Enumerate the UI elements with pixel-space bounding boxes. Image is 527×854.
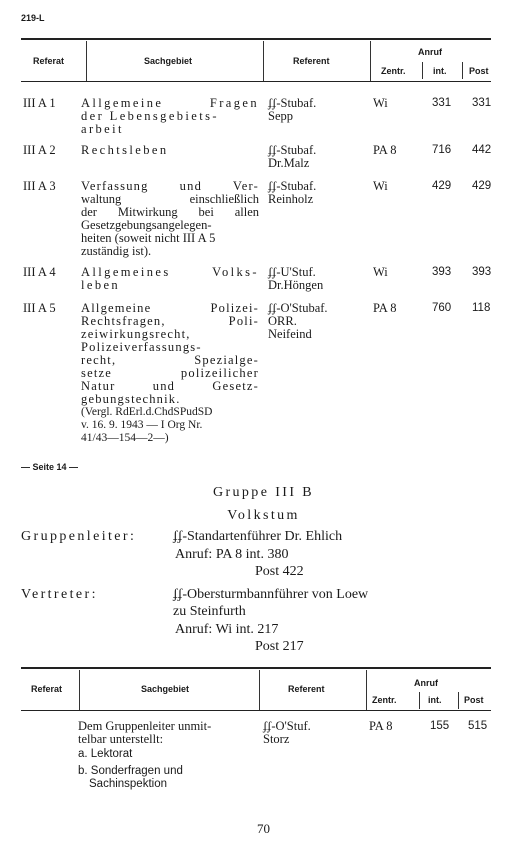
table1-divider bbox=[462, 62, 463, 79]
row-post: 429 bbox=[472, 180, 492, 192]
sachgebiet-line: recht, Spezialge- bbox=[81, 353, 259, 367]
col-header-int: int. bbox=[433, 66, 447, 76]
sachgebiet-item: a. Lektorat bbox=[78, 748, 133, 760]
sachgebiet-item: b. Sonderfragen und bbox=[78, 765, 183, 777]
row-referent bbox=[268, 266, 323, 292]
referent-rank: ʄʄ-O'Stubaf. bbox=[268, 301, 328, 315]
referent-name: Dr.Malz bbox=[268, 156, 310, 170]
vertreter-name-cont: zu Steinfurth bbox=[173, 604, 246, 619]
referent-rank: ʄʄ-Stubaf. bbox=[268, 179, 317, 193]
vertreter-post: Post 217 bbox=[255, 639, 304, 654]
vertreter-label: Vertreter: bbox=[21, 587, 98, 602]
sachgebiet-line: Allgemeines Volks- bbox=[81, 265, 259, 279]
table2-divider bbox=[79, 670, 80, 710]
row-int: 331 bbox=[432, 97, 452, 109]
col-header-post: Post bbox=[469, 66, 489, 76]
table1-divider bbox=[370, 41, 371, 81]
row-post: 331 bbox=[472, 97, 492, 109]
row-referat: III A 5 bbox=[23, 301, 56, 315]
sachgebiet-line: zeiwirkungsrecht, bbox=[81, 327, 191, 341]
col-header-post: Post bbox=[464, 695, 484, 705]
sachgebiet-line: Polizeiverfassungs- bbox=[81, 340, 202, 354]
sachgebiet-line: arbeit bbox=[81, 122, 124, 136]
sachgebiet-line: der Mitwirkung bei allen bbox=[81, 205, 259, 219]
row-referent bbox=[268, 302, 328, 341]
row-referent bbox=[268, 144, 316, 170]
row-int: 716 bbox=[432, 144, 452, 156]
row-referent bbox=[268, 180, 316, 206]
referent-rank: ʄʄ-O'Stuf. bbox=[263, 719, 311, 733]
row-zentr: Wi bbox=[373, 265, 388, 279]
group-title: Gruppe III B bbox=[212, 485, 315, 500]
sachgebiet-line: v. 16. 9. 1943 — I Org Nr. bbox=[81, 419, 203, 431]
row-post: 393 bbox=[472, 266, 492, 278]
col-header-sachgebiet: Sachgebiet bbox=[144, 56, 193, 66]
row-sachgebiet: Rechtsleben bbox=[81, 143, 169, 157]
row-sachgebiet bbox=[78, 720, 258, 791]
row-zentr: Wi bbox=[373, 179, 388, 193]
row-referat: III A 2 bbox=[23, 143, 56, 157]
sachgebiet-line: Dem Gruppenleiter unmit- bbox=[78, 719, 212, 733]
sachgebiet-line: Gesetzgebungsangelegen- bbox=[81, 218, 212, 232]
vertreter-name: ʄʄ-Obersturmbannführer von Loew bbox=[173, 587, 369, 602]
referent-name: Neifeind bbox=[268, 327, 312, 341]
table1-top-rule bbox=[21, 38, 491, 40]
table1-divider bbox=[263, 41, 264, 81]
referent-title: ORR. bbox=[268, 314, 297, 328]
referent-name: Storz bbox=[263, 732, 290, 746]
row-int: 429 bbox=[432, 180, 452, 192]
row-referent bbox=[268, 97, 316, 123]
sachgebiet-line: Rechtsfragen, Poli- bbox=[81, 314, 259, 328]
row-post: 118 bbox=[472, 302, 491, 314]
table2-divider bbox=[419, 692, 420, 709]
row-referat: III A 4 bbox=[23, 265, 56, 279]
col-header-zentr: Zentr. bbox=[372, 695, 397, 705]
table1-header-rule bbox=[21, 81, 491, 82]
referent-name: Sepp bbox=[268, 109, 293, 123]
row-referat: III A 1 bbox=[23, 96, 56, 110]
table1-divider bbox=[422, 62, 423, 79]
row-referent bbox=[263, 720, 311, 746]
leiter-anruf: Anruf: PA 8 int. 380 bbox=[175, 547, 289, 562]
col-header-referat: Referat bbox=[33, 56, 65, 66]
sachgebiet-line: gebungstechnik. bbox=[81, 392, 181, 406]
col-header-referent: Referent bbox=[293, 56, 330, 66]
sachgebiet-line: Natur und Gesetz- bbox=[81, 379, 259, 393]
page-number: 70 bbox=[257, 821, 270, 836]
vertreter-anruf: Anruf: Wi int. 217 bbox=[175, 622, 279, 637]
sachgebiet-line: Verfassung und Ver- bbox=[81, 179, 259, 193]
referent-rank: ʄʄ-U'Stuf. bbox=[268, 265, 316, 279]
row-zentr: PA 8 bbox=[369, 719, 393, 733]
sachgebiet-line: der Lebensgebiets- bbox=[81, 109, 219, 123]
sachgebiet-line: (Vergl. RdErl.d.ChdSPudSD bbox=[81, 406, 213, 418]
col-header-anruf: Anruf bbox=[414, 678, 438, 688]
row-sachgebiet bbox=[81, 266, 259, 292]
row-zentr: Wi bbox=[373, 96, 388, 110]
referent-name: Dr.Höngen bbox=[268, 278, 324, 292]
referent-rank: ʄʄ-Stubaf. bbox=[268, 143, 317, 157]
table2-header-rule bbox=[21, 710, 491, 711]
row-int: 155 bbox=[430, 720, 450, 732]
sachgebiet-line: waltung einschließlich bbox=[81, 192, 259, 206]
page-code: 219-L bbox=[21, 13, 45, 23]
group-subtitle: Volkstum bbox=[227, 508, 300, 523]
seite-note: — Seite 14 — bbox=[21, 462, 79, 472]
row-zentr: PA 8 bbox=[373, 301, 397, 315]
row-post: 442 bbox=[472, 144, 492, 156]
sachgebiet-line: zuständig ist). bbox=[81, 244, 152, 258]
referent-rank: ʄʄ-Stubaf. bbox=[268, 96, 317, 110]
sachgebiet-line: telbar unterstellt: bbox=[78, 732, 164, 746]
sachgebiet-line: Allgemeine Fragen bbox=[81, 96, 259, 110]
col-header-sachgebiet: Sachgebiet bbox=[141, 684, 190, 694]
row-int: 760 bbox=[432, 302, 452, 314]
row-sachgebiet bbox=[81, 302, 259, 445]
row-zentr: PA 8 bbox=[373, 143, 397, 157]
referent-name: Reinholz bbox=[268, 192, 314, 206]
sachgebiet-line: Allgemeine Polizei- bbox=[81, 301, 259, 315]
row-sachgebiet bbox=[81, 180, 259, 258]
col-header-zentr: Zentr. bbox=[381, 66, 406, 76]
row-sachgebiet bbox=[81, 97, 259, 136]
col-header-int: int. bbox=[428, 695, 442, 705]
table1-divider bbox=[86, 41, 87, 81]
sachgebiet-line: setze polizeilicher bbox=[81, 366, 259, 380]
row-int: 393 bbox=[432, 266, 452, 278]
table2-divider bbox=[366, 670, 367, 710]
leiter-post: Post 422 bbox=[255, 564, 304, 579]
leiter-name: ʄʄ-Standartenführer Dr. Ehlich bbox=[173, 529, 343, 544]
table2-top-rule bbox=[21, 667, 491, 669]
table2-divider bbox=[259, 670, 260, 710]
leiter-label: Gruppenleiter: bbox=[21, 529, 137, 544]
sachgebiet-line: 41/43—154—2—) bbox=[81, 432, 169, 444]
col-header-referat: Referat bbox=[31, 684, 63, 694]
sachgebiet-item-cont: Sachinspektion bbox=[89, 778, 167, 790]
row-referat: III A 3 bbox=[23, 179, 56, 193]
row-post: 515 bbox=[468, 720, 488, 732]
sachgebiet-line: leben bbox=[81, 278, 121, 292]
table2-divider bbox=[458, 692, 459, 709]
col-header-referent: Referent bbox=[288, 684, 325, 694]
sachgebiet-line: heiten (soweit nicht III A 5 bbox=[81, 231, 216, 245]
col-header-anruf: Anruf bbox=[418, 47, 442, 57]
